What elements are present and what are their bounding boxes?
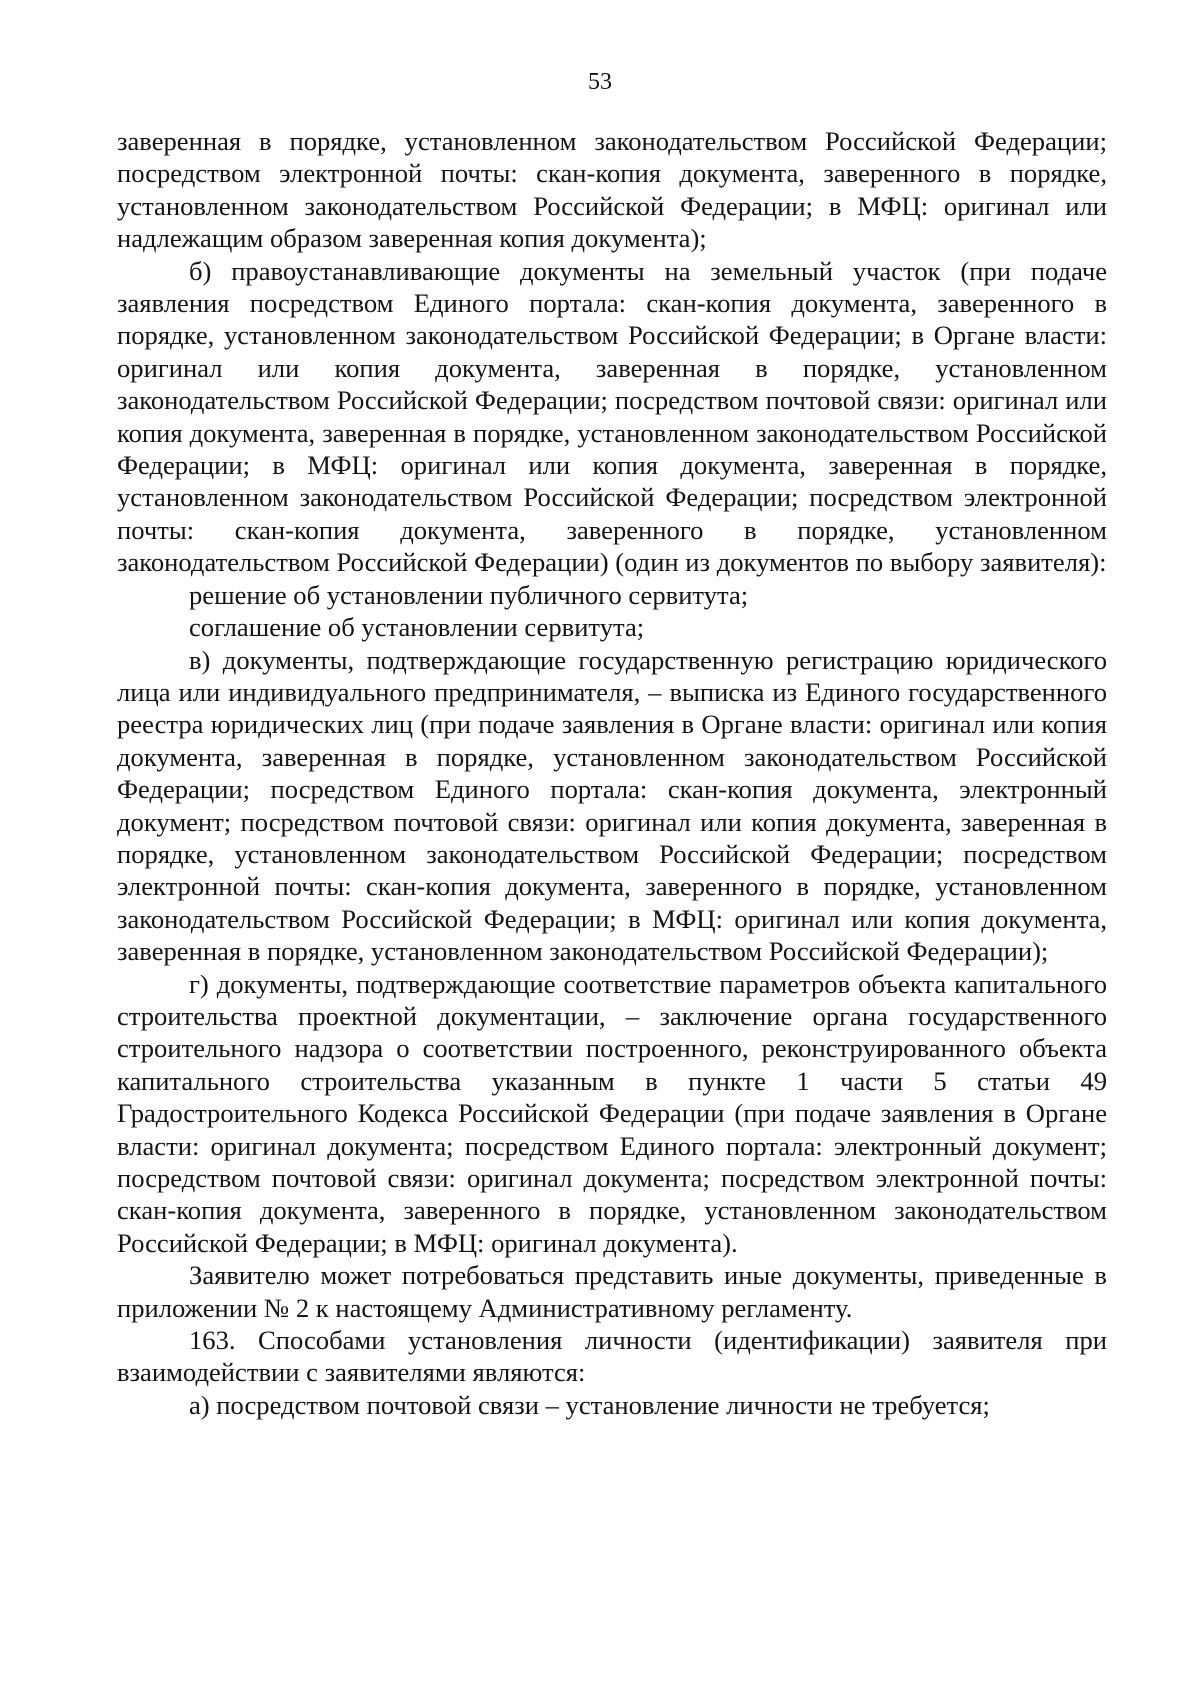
document-body [117, 125, 1107, 1421]
page-number: 53 [588, 69, 612, 95]
paragraph-item-v: в) документы, подтверждающие государственную регистрацию юридического лица или индивидуального предпринимателя, – выписка из Единого государственного реестра юридических лиц (при подаче заявления в Органе власти: оригинал или копия документа, заверенная в порядке, установленном законодательством Российской Федерации; посредством Единого портала: скан-копия документа, электронный документ; посредством почтовой связи: оригинал или копия документа, заверенная в порядке, установленном законодательством Российской Федерации; посредством электронной почты: скан-копия документа, заверенного в порядке, установленном законодательством Российской Федерации; в МФЦ: оригинал или копия документа, заверенная в порядке, установленном законодательством Российской Федерации); [117, 644, 1107, 967]
paragraph-public-servitude-decision: решение об установлении публичного сервитута; [189, 579, 749, 610]
paragraph-163: 163. Способами установления личности (идентификации) заявителя при взаимодействии с заявителями являются: [117, 1325, 1107, 1388]
paragraph-other-documents: Заявителю может потребоваться представить иные документы, приведенные в приложении № 2 к настоящему Административному регламенту. [117, 1260, 1107, 1323]
paragraph-item-a: а) посредством почтовой связи – установление личности не требуется; [189, 1389, 990, 1420]
paragraph-continuation: заверенная в порядке, установленном законодательством Российской Федерации; посредством электронной почты: скан-копия документа, заверенного в порядке, установленном законодательством Российской Федерации; в МФЦ: оригинал или надлежащим образом заверенная копия документа); [117, 126, 1107, 254]
paragraph-item-b: б) правоустанавливающие документы на земельный участок (при подаче заявления посредством Единого портала: скан-копия документа, заверенного в порядке, установленном законодательством Российской Федерации; в Органе власти: оригинал или копия документа, заверенная в порядке, установленном законодательством Российской Федерации; посредством почтовой связи: оригинал или копия документа, заверенная в порядке, установленном законодательством Российской Федерации; в МФЦ: оригинал или копия документа, заверенная в порядке, установленном законодательством Российской Федерации; посредством электронной почты: скан-копия документа, заверенного в порядке, установленном законодательством Российской Федерации) (один из документов по выбору заявителя): [117, 255, 1107, 578]
paragraph-item-g: г) документы, подтверждающие соответствие параметров объекта капитального строительства проектной документации, – заключение органа государственного строительного надзора о соответствии построенного, реконструированного объекта капитального строительства указанным в пункте 1 части 5 статьи 49 Градостроительного Кодекса Российской Федерации (при подаче заявления в Органе власти: оригинал документа; посредством Единого портала: электронный документ; посредством почтовой связи: оригинал документа; посредством электронной почты: скан-копия документа, заверенного в порядке, установленном законодательством Российской Федерации; в МФЦ: оригинал документа). [117, 968, 1107, 1258]
paragraph-servitude-agreement: соглашение об установлении сервитута; [189, 612, 645, 643]
